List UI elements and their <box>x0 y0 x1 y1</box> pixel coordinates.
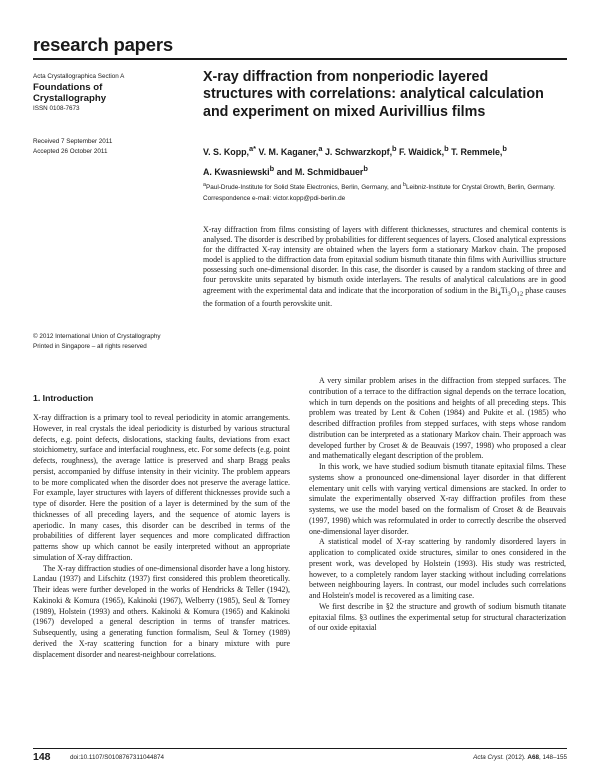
copyright <box>33 332 193 352</box>
paper-title: X-ray diffraction from nonperiodic layered structures with correlations: analytical calculation and experiment on mixed Aurivillius films <box>203 69 544 120</box>
author-sup: b <box>392 144 397 153</box>
author-sup: a* <box>249 144 257 153</box>
affiliations <box>203 180 563 204</box>
abstract-tail: phase causes the formation of a fourth perovskite unit. <box>203 285 566 309</box>
author-sup: b <box>502 144 507 153</box>
author-sup: a <box>318 144 323 153</box>
printed-line: Printed in Singapore – all rights reserved <box>33 342 147 350</box>
paragraph: X-ray diffraction is a primary tool to reveal periodicity in atomic arrangements. However, in real crystals the ideal periodicity is disturbed by various structural defects, e.g. point defects, dislocations, stacking faults, deviations from exact stoichiometry, surface and interfacial roughness, etc. For some defects (e.g. point defects, roughness), the average lattice is preserved and sharp Bragg peaks persist, accompanied by diffuse intensity in their vicinity. The problem appears to be more complicated when the disorder does not preserve the average lattice. For example, layer structures with layers of different thicknesses provide such a type of disorder. Here the position of a layer is determined by the sum of the thicknesses of all preceding layers, and the sequence of atomic layers is aperiodic. In many cases, this disorder can be described in terms of the probabilities of different layer sequences and more complicated diffraction patterns show up which cannot be easily interpreted without an appropriate simulation of X-ray diffraction. <box>33 413 290 562</box>
journal-name-line1: Foundations of <box>33 81 103 93</box>
affil-sup: b <box>403 182 406 188</box>
citation: Acta Cryst. (2012). A68, 148–155 <box>473 754 567 761</box>
author-sup: b <box>444 144 449 153</box>
abstract-text: X-ray diffraction from films consisting of layers with different thicknesses, structures and chemical contents is analysed. The disorder is described by probabilities for different sequences of layers. Closed analytical expressions for the diffracted X-ray intensity are obtained when the layers form a stationary Markov chain. The proposed model is applied to the diffraction data from epitaxial sodium bismuth titanate thin films with Aurivillius structure possessing such one-dimensional disorder. In this case, the disorder is caused by a random stacking of three and four perovskite units separated by bismuth oxide interlayers. The results of analytical calculations are in good agreement with the experimental data and indicate that the incorporation of sodium in the <box>203 225 567 295</box>
author: M. Schmidbauer <box>294 166 364 177</box>
footer-rule <box>33 748 567 749</box>
journal-info <box>33 72 173 114</box>
journal-section: Acta Crystallographica Section A <box>33 73 125 80</box>
author: T. Remmele, <box>451 146 503 157</box>
affil-a: Paul-Drude-Institute for Solid State Electronics, Berlin, Germany, and <box>205 184 402 192</box>
formula: $Bi_4Ti_3O_{12}$ <box>490 285 524 298</box>
section-heading: 1. Introduction <box>33 393 94 403</box>
author: F. Waidick, <box>399 146 445 157</box>
author-sup: b <box>363 163 368 173</box>
accepted-date: Accepted 26 October 2011 <box>33 147 108 155</box>
dates <box>33 137 173 157</box>
paragraph: A very similar problem arises in the diffraction from stepped surfaces. The contribution of a terrace to the diffraction signal depends on the terrace location, which in turn depends on the positions and heights of all preceding steps. This problem was treated by Lent & Cohen (1984) and Pukite et al. (1985) who described diffraction profiles from stepped surfaces, with steps whose random distribution can be interpreted as a stationary Markov chain. Their approach was developed further by Croset & de Beauvais (1997, 1998) who proposed a clear and mathematically elegant description of the problem. <box>309 376 566 461</box>
paragraph: We first describe in §2 the structure and growth of sodium bismuth titanate epitaxial films. §3 outlines the experimental setup for structural characterization of our oxide epitaxial <box>309 601 566 633</box>
author: V. S. Kopp, <box>203 146 250 157</box>
paragraph: A statistical model of X-ray scattering by randomly disordered layers in application to complicated oxide structures, similar to ones considered in the present work, was developed by Holstein (1993). His study was restricted, however, to a completely random layer stacking without including correlations between neighbouring layers. In contrast, our model includes such correlations and Holstein's model is recovered as a limiting case. <box>309 537 566 600</box>
abstract <box>203 225 566 309</box>
author: J. Schwarzkopf, <box>324 146 393 157</box>
affil-b: Leibniz-Institute for Crystal Growth, Berlin, Germany. Correspondence e-mail: victor.kopp@pdi-berlin.de <box>203 184 556 202</box>
journal-name-line2: Crystallography <box>33 92 107 104</box>
paragraph: The X-ray diffraction studies of one-dimensional disorder have a long history. Landau (1937) and Lifschitz (1937) first considered this problem theoretically. Their ideas were further developed in the works of Hendricks & Teller (1942), Kakinoki & Komura (1965), Kakinoki (1967), Welberry (1985), Seul & Torney (1989), Holstein (1993) and others. Kakinoki & Komura (1965) and Kakinoki (1967) developed a general description in terms of transfer matrices. Subsequently, using a generating function formalism, Seul & Torney (1989) derived the X-ray scattering function for a binary mixture with pure displacement disorder and nearest-neighbour correlations. <box>33 563 290 659</box>
page-number: 148 <box>33 751 51 763</box>
author-list <box>203 141 563 180</box>
author-sup: b <box>269 163 275 173</box>
author: V. M. Kaganer, <box>258 146 319 157</box>
affil-sup: a <box>203 182 206 188</box>
author: A. Kwasniewski <box>203 166 270 177</box>
received-date: Received 7 September 2011 <box>33 138 113 145</box>
right-column <box>309 376 566 634</box>
doi: doi:10.1107/S0108767311044874 <box>70 754 164 761</box>
paragraph: In this work, we have studied sodium bismuth titanate epitaxial films. These systems show a pronounced one-dimensional layer disorder in that different elementary unit cells with varying vertical dimensions are stacked. In order to simulate the experimentally observed X-ray diffraction profiles from these systems, we use the model based on the formalism of Croset & de Beauvais (1997, 1998) which was reformulated in order to correctly describe the observed one-dimensional layer disorder. <box>309 462 566 536</box>
section-label: research papers <box>33 34 173 55</box>
left-column <box>33 392 290 660</box>
journal-issn: ISSN 0108-7673 <box>33 104 80 112</box>
header-rule <box>33 58 567 60</box>
copyright-line: © 2012 International Union of Crystallography <box>33 333 161 340</box>
author-and: and <box>276 166 293 177</box>
